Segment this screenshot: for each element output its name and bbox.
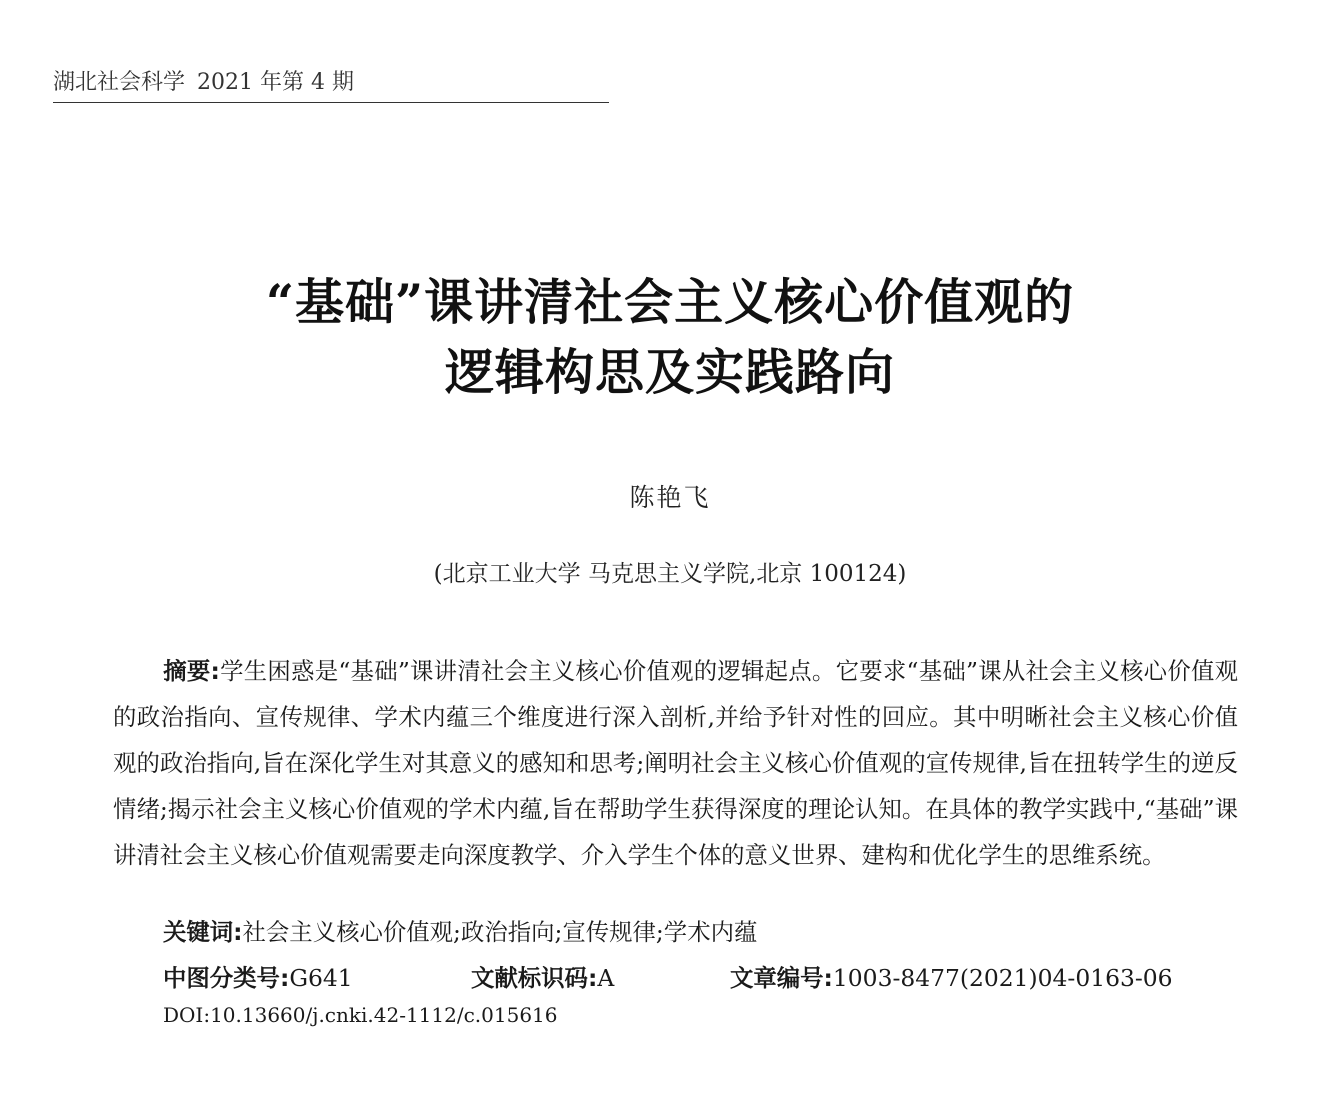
keywords [163,913,757,947]
article-no-value: 1003-8477(2021)04-0163-06 [832,964,1173,992]
document-code [471,959,614,993]
article-title-line-1: “基础”课讲清社会主义核心价值观的 [265,273,1075,331]
journal-name: 湖北社会科学 [53,70,186,95]
article-title-line-2: 逻辑构思及实践路向 [444,343,895,401]
article-no-label: 文章编号: [730,964,833,992]
classification-row [163,959,1243,991]
author-affiliation: (北京工业大学 马克思主义学院,北京 100124) [433,561,907,587]
keywords-label: 关键词: [163,918,243,946]
clc-value: G641 [289,964,353,992]
abstract-label: 摘要: [163,657,220,685]
doc-code-label: 文献标识码: [471,964,598,992]
doc-code-value: A [597,964,615,992]
clc-number [163,959,353,993]
issue-label: 2021 年第 4 期 [197,70,354,95]
keywords-text: 社会主义核心价值观;政治指向;宣传规律;学术内蕴 [242,918,758,946]
article-number [730,959,1173,993]
clc-label: 中图分类号: [163,964,290,992]
doi[interactable]: DOI:10.13660/j.cnki.42-1112/c.015616 [163,1003,558,1027]
running-header [53,68,609,103]
abstract [113,648,1238,878]
author-name: 陈艳飞 [629,483,711,512]
abstract-text: 学生困惑是“基础”课讲清社会主义核心价值观的逻辑起点。它要求“基础”课从社会主义核心价值观的政治指向、宣传规律、学术内蕴三个维度进行深入剖析,并给予针对性的回应。其中明晰社会主义核心价值观的政治指向,旨在深化学生对其意义的感知和思考;阐明社会主义核心价值观的宣传规律,旨在扭转学生的逆反情绪;揭示社会主义核心价值观的学术内蕴,旨在帮助学生获得深度的理论认知。在具体的教学实践中,“基础”课讲清社会主义核心价值观需要走向深度教学、介入学生个体的意义世界、建构和优化学生的思维系统。 [113,657,1238,869]
